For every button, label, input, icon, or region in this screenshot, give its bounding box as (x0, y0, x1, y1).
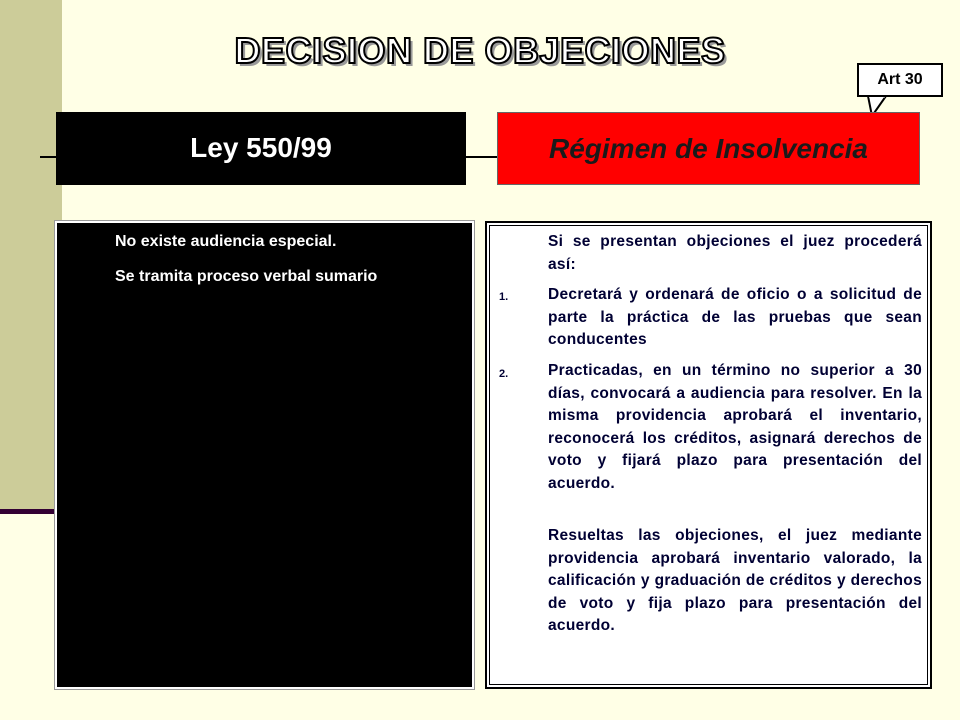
list-item: Decretará y ordenará de oficio o a solicitud de parte la práctica de las pruebas que sean conducentes (548, 286, 922, 349)
page-title: DECISION DE OBJECIONES (234, 30, 726, 71)
list-item: Practicadas, en un término no superior a 30 días, convocará a audiencia para resolver. En la misma providencia aprobará el inventario, reconocerá los créditos, asignará derechos de voto y fijará plazo para presentación del acuerdo. (548, 362, 922, 492)
list-number: 1. (499, 291, 509, 303)
list-number: 2. (499, 368, 509, 380)
left-panel (55, 221, 474, 689)
article-callout: Art 30 (857, 63, 943, 97)
side-rule (0, 509, 60, 514)
closing-paragraph: Resueltas las objeciones, el juez mediante providencia aprobará inventario valorado, la calificación y graduación de créditos y derechos de voto y fija plazo para presentación del acuerdo. (548, 527, 922, 635)
intro-paragraph: Si se presentan objeciones el juez procederá así: (548, 233, 922, 273)
right-panel (485, 221, 932, 689)
side-band (0, 0, 62, 513)
left-panel-line: No existe audiencia especial. (115, 233, 337, 250)
header-ley-550: Ley 550/99 (56, 112, 466, 185)
header-regimen-insolvencia: Régimen de Insolvencia (497, 112, 920, 185)
connector-line-middle (466, 156, 497, 158)
left-panel-line: Se tramita proceso verbal sumario (115, 268, 378, 285)
